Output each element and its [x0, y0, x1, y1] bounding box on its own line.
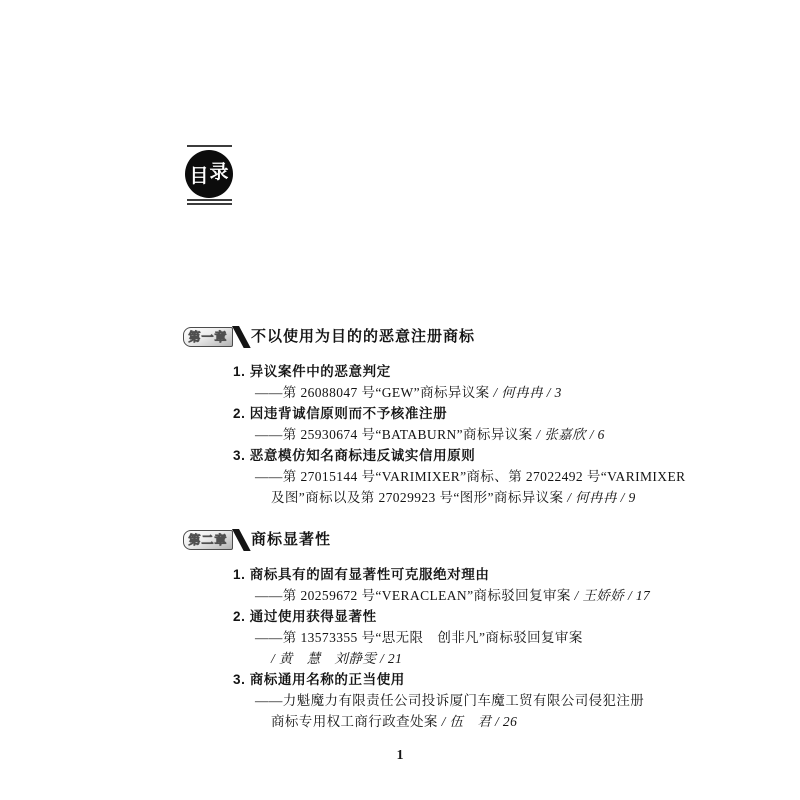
- toc-line-text: 2. 通过使用获得显著性: [233, 609, 377, 624]
- toc-item-title: [233, 445, 683, 466]
- banner-slash-decoration: [232, 326, 251, 348]
- toc-line-text: 3. 商标通用名称的正当使用: [233, 672, 405, 687]
- toc-case-line: [233, 487, 683, 508]
- toc-case-line: [233, 424, 683, 445]
- toc-line-text: 商标专用权工商行政查处案: [271, 714, 438, 729]
- toc-line-text: ——第 20259672 号“VERACLEAN”商标驳回复审案: [255, 588, 571, 603]
- toc-line-text: ——第 27015144 号“VARIMIXER”商标、第 27022492 号“VARIMIXER: [255, 469, 686, 484]
- chapter-section-1: [183, 326, 686, 508]
- toc-label-char: 录: [209, 161, 229, 183]
- chapter-title: 不以使用为目的的恶意注册商标: [251, 328, 476, 345]
- toc-item-title: [233, 669, 683, 690]
- page-number: 1: [396, 748, 404, 763]
- toc-case-line: [233, 648, 683, 669]
- toc-line-author-page: / 伍 君 / 26: [437, 714, 518, 729]
- chapter-lines: [233, 564, 683, 732]
- chapter-banner-label: 第二章: [188, 533, 228, 547]
- chapter-banner: [183, 326, 239, 348]
- chapter-title: 商标显著性: [251, 531, 332, 548]
- toc-item-title: [233, 403, 683, 424]
- toc-case-line: [233, 585, 683, 606]
- toc-line-author-page: / 何冉冉 / 9: [563, 490, 636, 505]
- toc-line-text: 1. 商标具有的固有显著性可克服绝对理由: [233, 567, 490, 582]
- toc-item-title: [233, 606, 683, 627]
- header-top-rule: [187, 145, 232, 147]
- toc-line-text: 3. 恶意模仿知名商标违反诚实信用原则: [233, 448, 476, 463]
- toc-item-title: [233, 361, 683, 382]
- toc-line-text: ——第 26088047 号“GEW”商标异议案: [255, 385, 490, 400]
- toc-line-text: ——第 13573355 号“思无限 创非凡”商标驳回复审案: [255, 630, 583, 645]
- toc-line-text: 2. 因违背诚信原则而不予核准注册: [233, 406, 448, 421]
- toc-label-char: 目: [189, 165, 209, 187]
- chapter-lines: [233, 361, 686, 508]
- chapter-banner-label: 第一章: [188, 330, 228, 344]
- toc-case-line: [233, 382, 683, 403]
- toc-line-text: 及图”商标以及第 27029923 号“图形”商标异议案: [271, 490, 564, 505]
- chapter-banner-box: [183, 327, 233, 347]
- toc-case-line: [233, 466, 686, 487]
- toc-case-line: [233, 627, 683, 648]
- toc-circle-badge: [185, 150, 233, 198]
- toc-line-author-page: / 王娇娇 / 17: [570, 588, 651, 603]
- chapter-section-2: [183, 529, 683, 732]
- toc-line-text: 1. 异议案件中的恶意判定: [233, 364, 391, 379]
- toc-item-title: [233, 564, 683, 585]
- chapter-banner-box: [183, 530, 233, 550]
- header-bottom-double-rule: [187, 199, 232, 205]
- toc-line-author-page: / 黄 慧 刘静雯 / 21: [271, 651, 403, 666]
- toc-case-line: [233, 711, 683, 732]
- toc-line-author-page: / 何冉冉 / 3: [489, 385, 562, 400]
- toc-line-author-page: / 张嘉欣 / 6: [532, 427, 605, 442]
- chapter-banner: [183, 529, 239, 551]
- chapter-heading: [183, 529, 683, 551]
- toc-line-text: ——第 25930674 号“BATABURN”商标异议案: [255, 427, 533, 442]
- toc-case-line: [233, 690, 683, 711]
- toc-line-text: ——力魁魔力有限责任公司投诉厦门车魔工贸有限公司侵犯注册: [255, 693, 645, 708]
- banner-slash-decoration: [232, 529, 251, 551]
- chapter-heading: [183, 326, 683, 348]
